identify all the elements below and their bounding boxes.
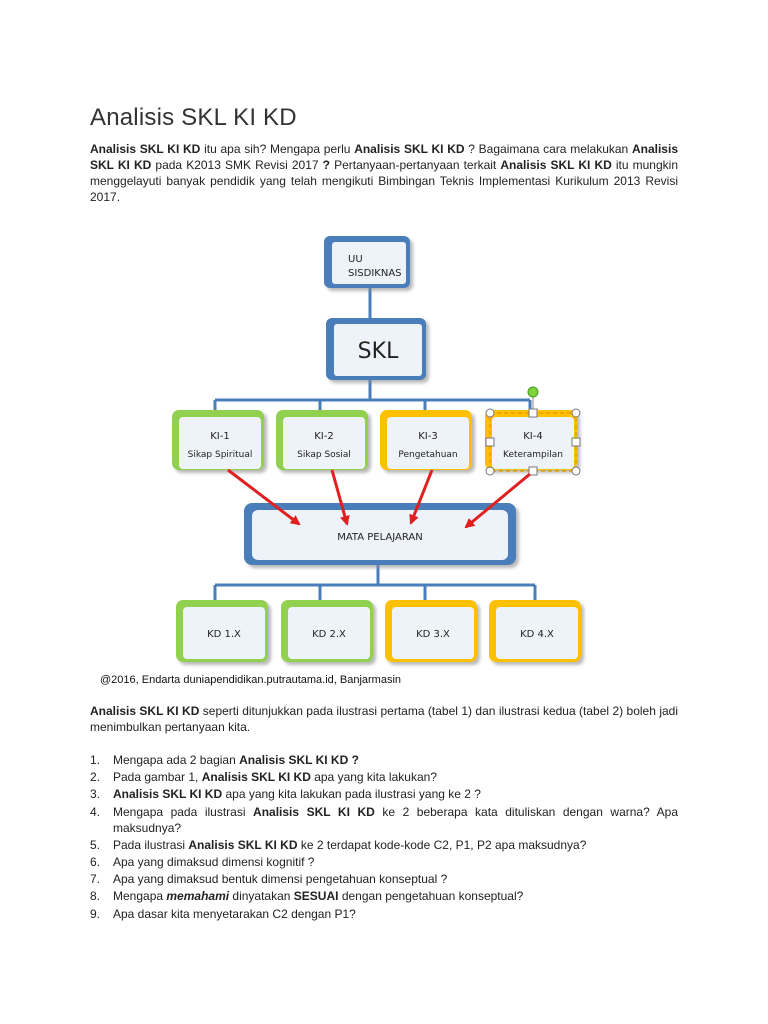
text-run: ? Bagaimana cara melakukan — [464, 142, 632, 156]
ki-desc-label: Keterampilan — [503, 450, 563, 460]
text-run: Apa yang dimaksud bentuk dimensi pengetahuan konseptual ? — [113, 872, 448, 887]
text-run: ke 2 terdapat kode-kode C2, P1, P2 apa maksudnya? — [297, 837, 587, 852]
text-run: Pertanyaan-pertanyaan terkait — [329, 158, 501, 172]
question-number: 7. — [90, 872, 101, 887]
sisdiknas-label: SISDIKNAS — [348, 268, 402, 279]
question-number: 3. — [90, 787, 101, 802]
text-run: ke 2 beberapa kata dituliskan dengan warna? Apa maksudnya? — [113, 804, 679, 835]
bold-text: Analisis SKL KI KD — [90, 142, 201, 156]
ki-desc-label: Sikap Spiritual — [187, 450, 253, 460]
question-item — [90, 888, 678, 904]
bold-text: ? — [322, 158, 330, 172]
kd-label: KD 1.X — [207, 629, 241, 640]
question-number: 2. — [90, 770, 101, 785]
question-number: 4. — [90, 804, 101, 819]
text-run: Pada gambar 1, — [113, 770, 202, 785]
uu-sisdiknas-box — [324, 236, 410, 288]
bold-text: Analisis SKL KI KD — [500, 158, 612, 172]
text-run: Mengapa — [113, 889, 167, 904]
text-run: dinyatakan — [229, 889, 294, 904]
kd-box-3 — [385, 600, 477, 662]
ki-box-3 — [380, 410, 472, 470]
text-run: apa yang kita lakukan? — [310, 770, 437, 785]
bold-text: Analisis SKL KI KD — [253, 804, 375, 819]
text-run: Apa dasar kita menyetarakan C2 dengan P1? — [113, 906, 356, 921]
question-number: 9. — [90, 906, 101, 921]
bold-text: Analisis SKL KI KD ? — [239, 753, 359, 767]
question-number: 1. — [90, 753, 101, 767]
text-run: itu mungkin menggelayuti banyak pendidik yang telah mengikuti Bimbingan Teknis Implementasi Kurikulum 2013 Revisi 2017. — [90, 158, 678, 204]
ki-id-label: KI-2 — [314, 431, 334, 442]
kd-boxes — [176, 600, 581, 662]
text-run: Pada ilustrasi — [113, 837, 189, 852]
after-paragraph — [90, 703, 678, 735]
kd-box-4 — [489, 600, 581, 662]
question-item — [90, 769, 678, 785]
question-item — [90, 906, 678, 922]
text-run: seperti ditunjukkan pada ilustrasi pertama (tabel 1) dan ilustrasi kedua (tabel 2) boleh jadi menimbulkan pertanyaan kita. — [90, 704, 678, 734]
diagram-caption: @2016, Endarta duniapendidikan.putrautama.id, Banjarmasin — [100, 674, 402, 686]
ki-desc-label: Pengetahuan — [398, 450, 458, 460]
text-run: dengan pengetahuan konseptual? — [338, 889, 524, 904]
ki-id-label: KI-4 — [523, 431, 543, 442]
question-item — [90, 804, 678, 836]
question-number: 6. — [90, 854, 101, 869]
kd-label: KD 4.X — [520, 629, 554, 640]
text-run: pada K2013 SMK Revisi 2017 — [151, 158, 323, 172]
ki-id-label: KI-3 — [418, 431, 438, 442]
uu-label: UU — [348, 254, 363, 265]
bold-text: memahami — [166, 889, 230, 904]
ki-box-4 — [485, 410, 577, 470]
bold-text: Analisis SKL KI KD — [188, 837, 298, 852]
page-title: Analisis SKL KI KD — [90, 104, 297, 131]
ki-box-1 — [172, 410, 264, 470]
bold-text: Analisis SKL KI KD — [354, 142, 465, 156]
bold-text: Analisis SKL KI KD — [113, 787, 223, 802]
bold-text: Analisis SKL KI KD — [201, 770, 311, 785]
question-item — [90, 871, 678, 887]
skl-label: SKL — [357, 339, 399, 364]
ki-id-label: KI-1 — [210, 431, 230, 442]
skl-box — [326, 318, 426, 380]
ki-boxes — [172, 410, 577, 470]
ki-box-2 — [276, 410, 368, 470]
text-run: itu apa sih? Mengapa perlu — [200, 142, 355, 156]
question-item — [90, 837, 678, 853]
text-run: Apa yang dimaksud dimensi kognitif ? — [113, 854, 315, 869]
bold-text: SESUAI — [293, 889, 339, 904]
kd-label: KD 3.X — [416, 629, 450, 640]
bold-text: Analisis SKL KI KD — [90, 704, 200, 718]
ki-desc-label: Sikap Sosial — [297, 450, 351, 460]
text-run: Mengapa pada ilustrasi — [113, 804, 254, 819]
question-number: 5. — [90, 837, 101, 852]
question-number: 8. — [90, 889, 101, 904]
rotate-handle — [528, 387, 538, 397]
kd-label: KD 2.X — [312, 629, 346, 640]
question-list — [90, 752, 678, 923]
kd-box-1 — [176, 600, 268, 662]
text-run: Mengapa ada 2 bagian — [113, 753, 240, 767]
text-run: apa yang kita lakukan pada ilustrasi yang ke 2 ? — [222, 787, 481, 802]
question-item — [90, 854, 678, 870]
kd-box-2 — [281, 600, 373, 662]
question-item — [90, 752, 678, 768]
bold-text: Analisis SKL KI KD — [90, 142, 678, 172]
question-item — [90, 786, 678, 802]
mata-pelajaran-label: MATA PELAJARAN — [337, 532, 423, 543]
